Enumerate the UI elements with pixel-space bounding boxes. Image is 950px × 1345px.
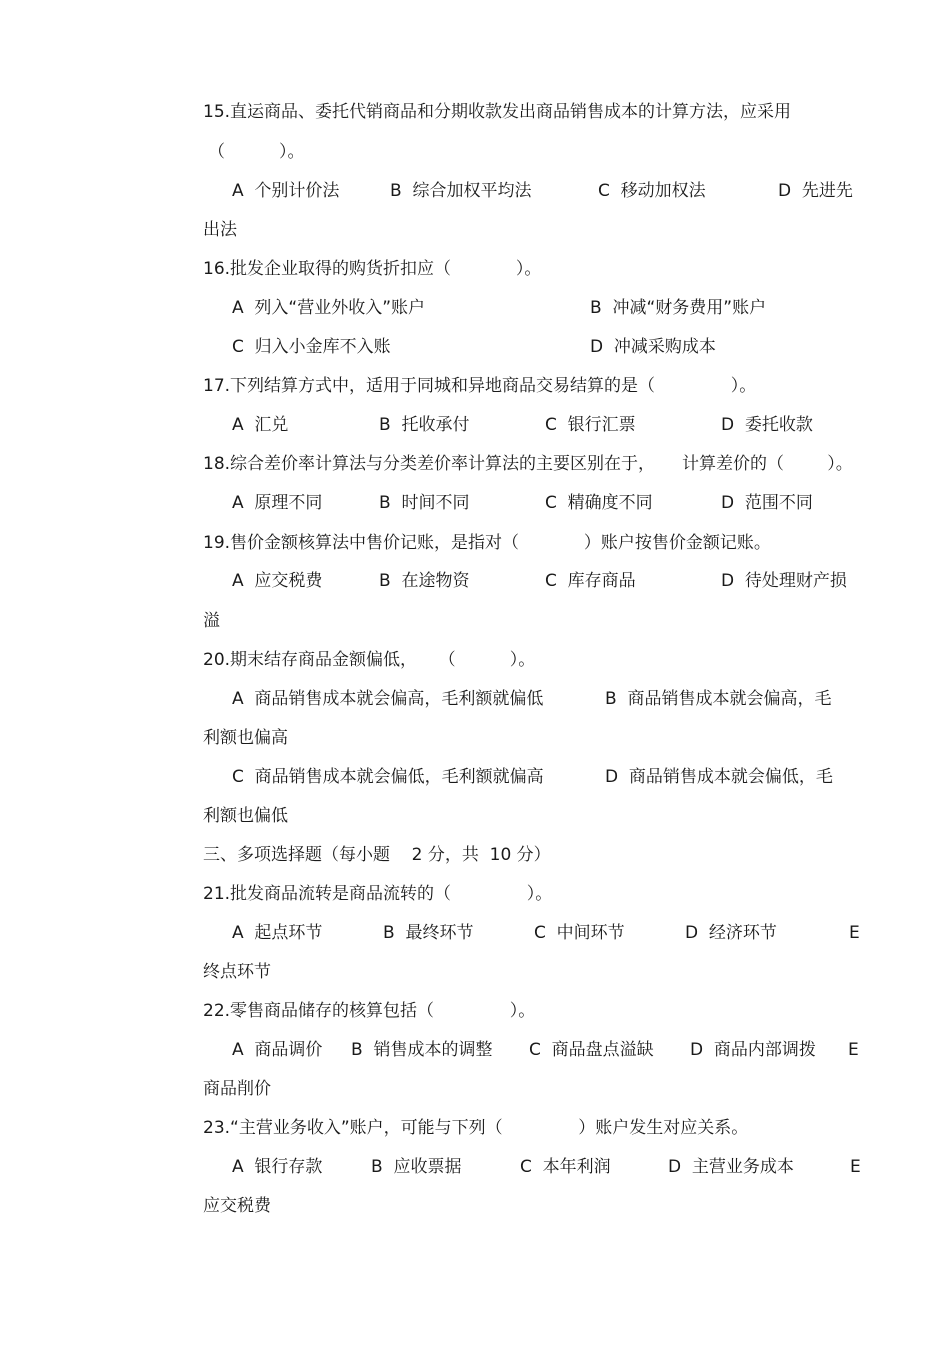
q21-option-a: A 起点环节 [232, 923, 323, 943]
q19-option-d-wrap: 溢 [203, 611, 220, 631]
q23-option-d: D 主营业务成本 [668, 1157, 794, 1177]
q15-option-d: D 先进先 [778, 181, 853, 201]
q20-option-b-wrap: 利额也偏高 [203, 728, 288, 748]
question-21-stem: 21.批发商品流转是商品流转的（ ）。 [203, 884, 553, 904]
q22-option-e: E [848, 1040, 859, 1060]
q21-option-e-wrap: 终点环节 [203, 962, 271, 982]
q18-option-c: C 精确度不同 [545, 493, 653, 513]
q21-option-c: C 中间环节 [534, 923, 625, 943]
q19-option-c: C 库存商品 [545, 571, 636, 591]
q16-option-a: A 列入“营业外收入”账户 [232, 298, 426, 318]
question-17-stem: 17.下列结算方式中，适用于同城和异地商品交易结算的是（ ）。 [203, 376, 757, 396]
q15-option-d-wrap: 出法 [203, 220, 237, 240]
q15-option-a: A 个别计价法 [232, 181, 340, 201]
q23-option-e: E [850, 1157, 861, 1177]
question-18-stem: 18.综合差价率计算法与分类差价率计算法的主要区别在于， 计算差价的（ ）。 [203, 454, 853, 474]
q20-option-a: A 商品销售成本就会偏高，毛利额就偏低 [232, 689, 544, 709]
q16-option-d: D 冲减采购成本 [590, 337, 716, 357]
q23-option-a: A 银行存款 [232, 1157, 323, 1177]
q18-option-b: B 时间不同 [379, 493, 470, 513]
q15-option-b: B 综合加权平均法 [390, 181, 532, 201]
q17-option-c: C 银行汇票 [545, 415, 636, 435]
q21-option-e: E [849, 923, 860, 943]
q18-option-d: D 范围不同 [721, 493, 813, 513]
q19-option-a: A 应交税费 [232, 571, 323, 591]
question-19-stem: 19.售价金额核算法中售价记账，是指对（ ）账户按售价金额记账。 [203, 533, 771, 553]
q17-option-d: D 委托收款 [721, 415, 813, 435]
q21-option-d: D 经济环节 [685, 923, 777, 943]
question-15-blank: （ ）。 [208, 142, 305, 162]
q22-option-a: A 商品调价 [232, 1040, 323, 1060]
q23-option-c: C 本年利润 [520, 1157, 611, 1177]
question-22-stem: 22.零售商品储存的核算包括（ ）。 [203, 1001, 536, 1021]
q23-option-b: B 应收票据 [371, 1157, 462, 1177]
q22-option-c: C 商品盘点溢缺 [529, 1040, 654, 1060]
q22-option-d: D 商品内部调拨 [690, 1040, 816, 1060]
q17-option-b: B 托收承付 [379, 415, 470, 435]
q17-option-a: A 汇兑 [232, 415, 289, 435]
q15-option-c: C 移动加权法 [598, 181, 706, 201]
question-23-stem: 23.“主营业务收入”账户，可能与下列（ ）账户发生对应关系。 [203, 1118, 749, 1138]
q18-option-a: A 原理不同 [232, 493, 323, 513]
q16-option-b: B 冲减“财务费用”账户 [590, 298, 767, 318]
q22-option-b: B 销售成本的调整 [351, 1040, 493, 1060]
q19-option-b: B 在途物资 [379, 571, 470, 591]
q19-option-d: D 待处理财产损 [721, 571, 847, 591]
q20-option-d-wrap: 利额也偏低 [203, 806, 288, 826]
q20-option-b: B 商品销售成本就会偏高，毛 [605, 689, 832, 709]
q21-option-b: B 最终环节 [383, 923, 474, 943]
question-15-stem: 15.直运商品、委托代销商品和分期收款发出商品销售成本的计算方法，应采用 [203, 102, 792, 122]
section-heading-multiple-choice: 三、多项选择题（每小题 2 分，共 10 分） [203, 845, 551, 865]
q20-option-d: D 商品销售成本就会偏低，毛 [605, 767, 833, 787]
question-20-stem: 20.期末结存商品金额偏低， （ ）。 [203, 650, 536, 670]
q23-option-e-wrap: 应交税费 [203, 1196, 271, 1216]
q16-option-c: C 归入小金库不入账 [232, 337, 391, 357]
q20-option-c: C 商品销售成本就会偏低，毛利额就偏高 [232, 767, 544, 787]
question-16-stem: 16.批发企业取得的购货折扣应（ ）。 [203, 259, 542, 279]
q22-option-e-wrap: 商品削价 [203, 1079, 271, 1099]
